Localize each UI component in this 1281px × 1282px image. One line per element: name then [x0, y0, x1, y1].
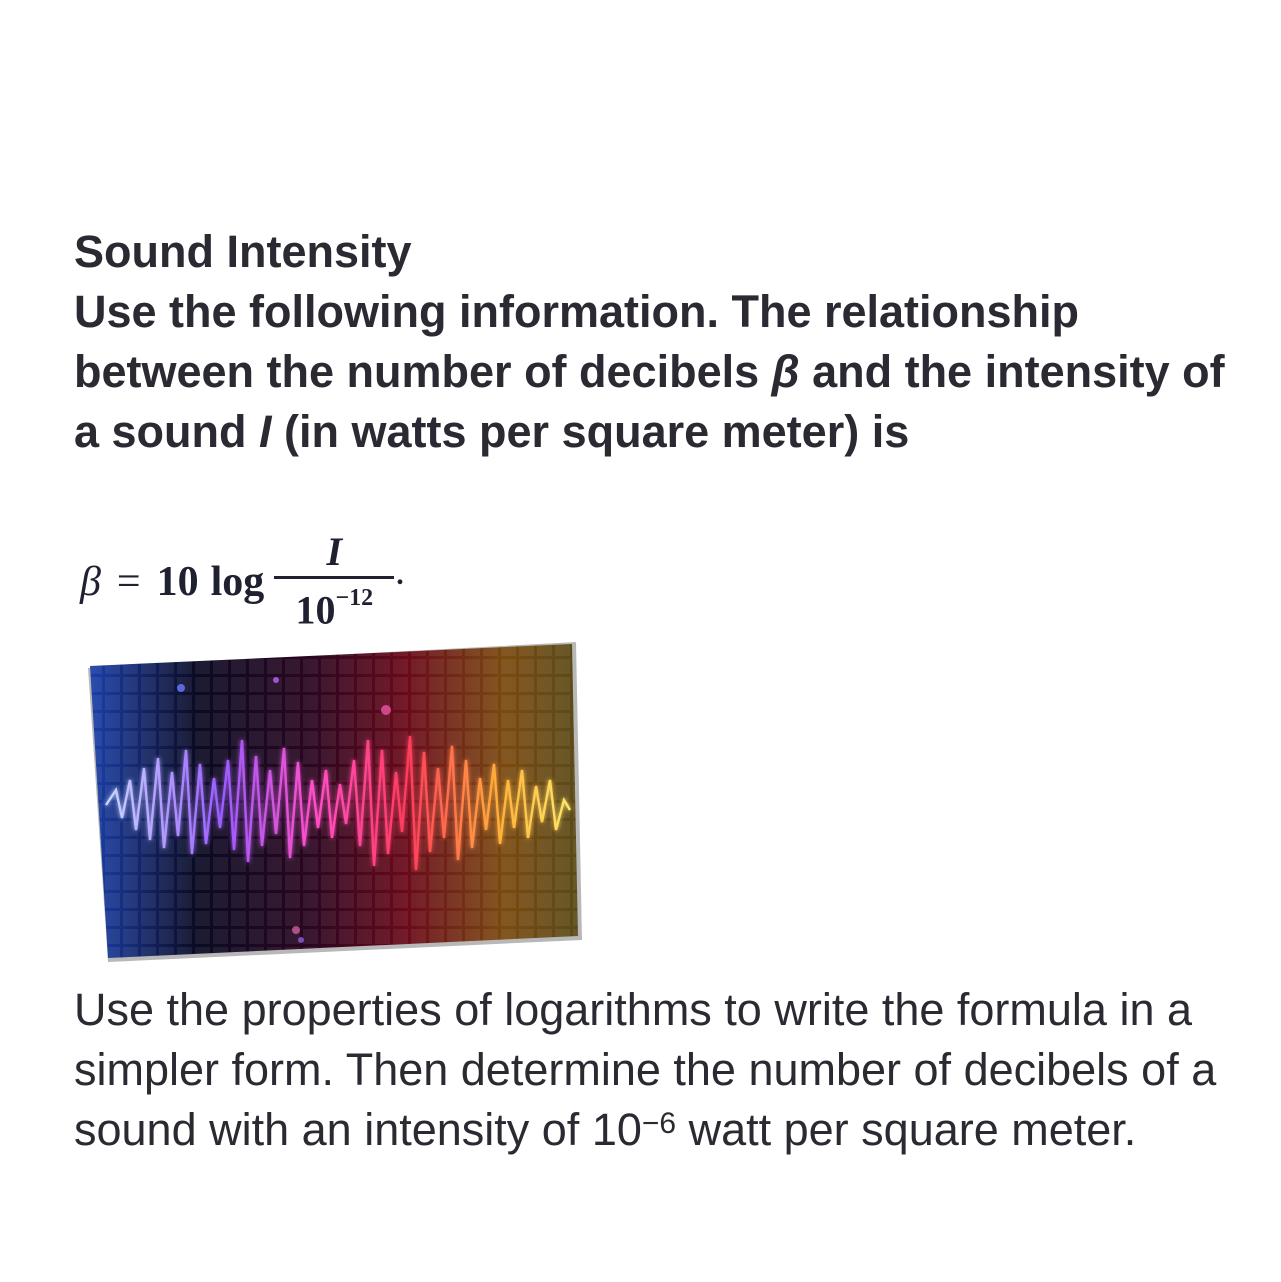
intro-text-3: (in watts per square meter) is	[271, 406, 910, 457]
problem-title: Sound Intensity	[74, 226, 412, 277]
task-text-before: Use the properties of logarithms to write the formula in a simpler form. Then determine the number of decibels of a sound with an intensity of	[74, 984, 1217, 1155]
beta-symbol: β	[771, 346, 800, 397]
intro-text-1: Use the following information. The relationship between the number of decibels	[74, 286, 1080, 397]
formula-log: log	[210, 559, 265, 605]
task-text	[74, 980, 1254, 1160]
formula-equals: =	[116, 559, 141, 605]
formula-fraction	[274, 530, 394, 633]
denominator-base: 10	[295, 587, 336, 633]
sound-wave-image	[86, 640, 586, 970]
denominator-exponent: −12	[335, 585, 374, 612]
intensity-symbol: I	[259, 406, 272, 457]
task-text-after: watt per square meter.	[676, 1104, 1137, 1155]
intensity-exponent: −6	[641, 1107, 677, 1140]
formula-numerator: I	[274, 530, 394, 579]
question-block	[74, 222, 1254, 462]
formula-coefficient: 10	[156, 559, 199, 605]
intensity-base: 10	[591, 1104, 642, 1155]
decibel-formula	[80, 528, 404, 636]
sound-wave-illustration	[86, 640, 586, 970]
intro-text-2: and the intensity of a sound	[74, 346, 1225, 457]
formula-denominator	[295, 579, 373, 633]
formula-lhs: β	[80, 559, 101, 605]
problem-intro	[74, 282, 1254, 462]
formula-period: .	[396, 558, 404, 591]
